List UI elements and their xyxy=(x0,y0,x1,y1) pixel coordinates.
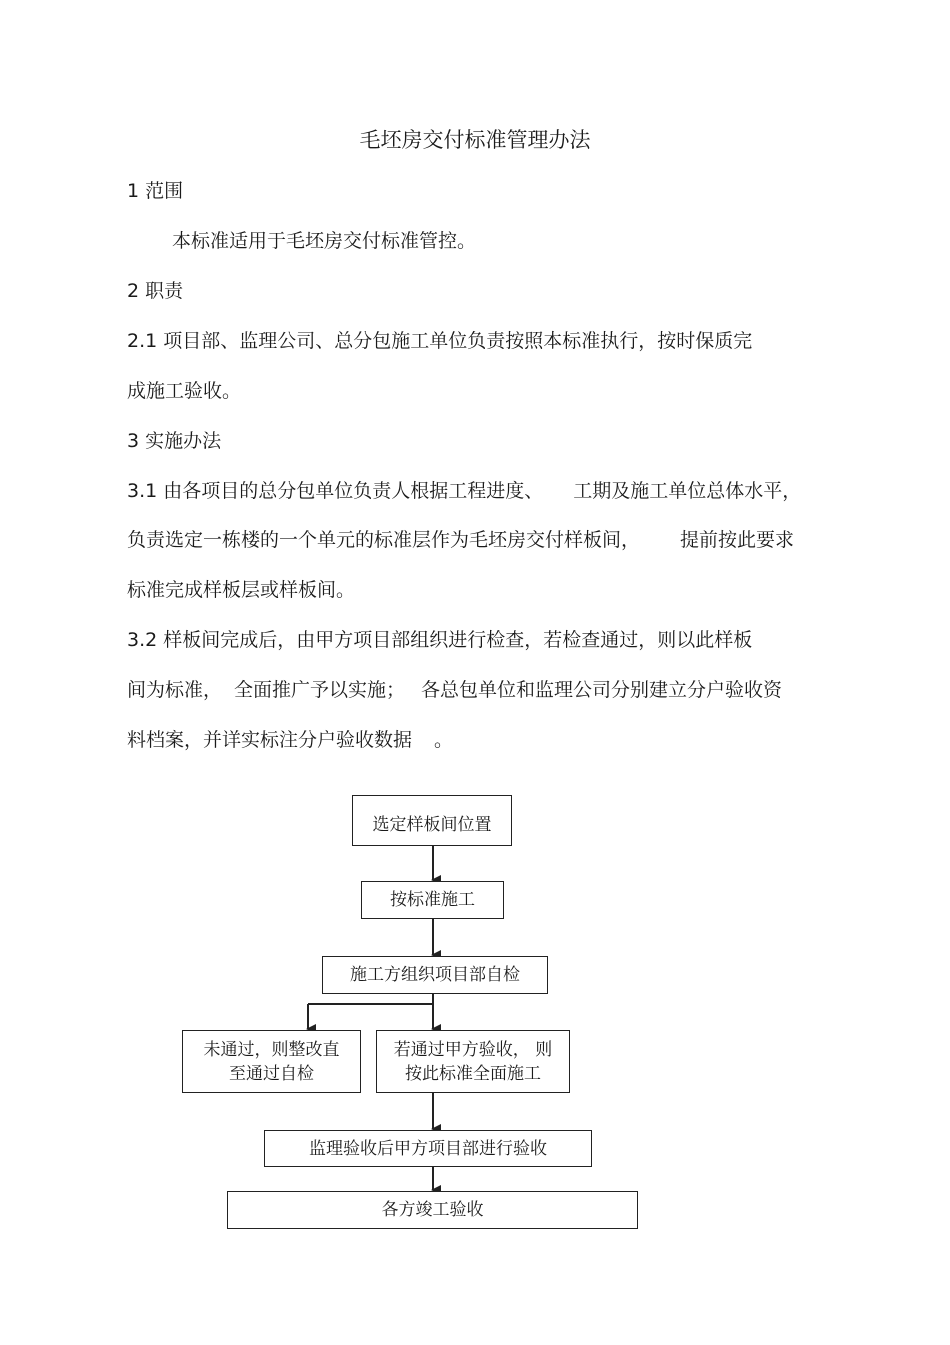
flow-step-failed-rectify-line2: 至通过自检 xyxy=(229,1063,314,1084)
section-3-1-line3: 标准完成样板层或样板间。 xyxy=(127,579,356,601)
section-3-1-line1-part-a: 3.1 由各项目的总分包单位负责人根据工程进度、 xyxy=(127,480,544,502)
flow-step-self-inspection xyxy=(322,956,548,994)
flow-step-construct-by-standard xyxy=(361,881,504,919)
section-3-2-line2-part-a: 间为标准， xyxy=(127,679,223,701)
flow-step-select-sample-room xyxy=(352,795,512,846)
flow-step-failed-rectify-line1: 未通过，则整改直 xyxy=(203,1039,340,1060)
section-3-2-line2-part-b: 全面推广予以实施； xyxy=(234,679,406,701)
section-3-2-line3 xyxy=(127,727,453,753)
section-3-1-line2-part-a: 负责选定一栋楼的一个单元的标准层作为毛坯房交付样板间， xyxy=(127,529,641,551)
flow-step-passed-full-construction-line1: 若通过甲方验收， 则 xyxy=(393,1039,553,1060)
section-3-2-line2 xyxy=(127,677,782,703)
section-1-body: 本标准适用于毛坯房交付标准管控。 xyxy=(172,230,477,252)
section-2-1-line1: 2.1 项目部、监理公司、总分包施工单位负责按照本标准执行，按时保质完 xyxy=(127,330,753,352)
section-2-heading: 2 职责 xyxy=(127,280,184,302)
flow-step-final-completion-acceptance xyxy=(227,1191,638,1229)
flow-step-passed-full-construction-line2: 按此标准全面施工 xyxy=(405,1063,541,1084)
section-3-2-line3-part-b: 。 xyxy=(434,729,454,751)
flow-step-self-inspection-label: 施工方组织项目部自检 xyxy=(350,965,520,985)
flow-step-passed-full-construction xyxy=(376,1030,570,1093)
section-3-2-line2-part-c: 各总包单位和监理公司分别建立分户验收资 xyxy=(421,679,783,701)
section-3-1-line1 xyxy=(127,478,801,504)
document-title: 毛坯房交付标准管理办法 xyxy=(359,128,591,152)
flow-step-owner-acceptance xyxy=(264,1130,592,1167)
section-3-1-line2-part-b: 提前按此要求 xyxy=(680,529,795,551)
section-2-1-line2: 成施工验收。 xyxy=(127,380,242,402)
section-3-2-line1: 3.2 样板间完成后，由甲方项目部组织进行检查，若检查通过，则以此样板 xyxy=(127,629,753,651)
section-3-heading: 3 实施办法 xyxy=(127,430,222,452)
flow-step-construct-by-standard-label: 按标准施工 xyxy=(390,890,475,910)
flow-step-final-completion-acceptance-label: 各方竣工验收 xyxy=(381,1200,484,1220)
section-3-2-line3-part-a: 料档案，并详实标注分户验收数据 xyxy=(127,729,413,751)
flow-step-select-sample-room-label: 选定样板间位置 xyxy=(372,814,492,835)
section-3-1-line2 xyxy=(127,527,794,553)
section-1-heading: 1 范围 xyxy=(127,180,184,202)
section-3-1-line1-part-b: 工期及施工单位总体水平， xyxy=(573,480,802,502)
flow-step-failed-rectify xyxy=(182,1030,361,1093)
flow-step-owner-acceptance-label: 监理验收后甲方项目部进行验收 xyxy=(309,1138,547,1159)
